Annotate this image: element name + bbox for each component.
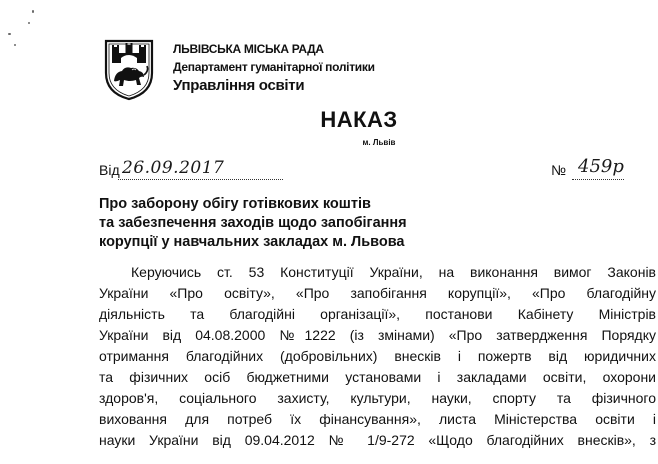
scan-speck — [14, 44, 16, 46]
document-body — [99, 262, 658, 451]
date-dotted-line — [118, 179, 283, 180]
number-prefix: № — [551, 162, 567, 178]
body-line: виховання для потреб їх фінансування», листа Міністерства освіти і — [99, 411, 656, 427]
number-dotted-line — [572, 179, 624, 180]
body-line: України від 04.08.2000 №1222 (із змінами) «Про затвердження Порядку — [99, 327, 656, 343]
scan-speck — [28, 22, 30, 24]
scan-speck — [32, 10, 34, 13]
document-city: м. Львів — [362, 138, 396, 147]
scan-speck — [8, 33, 11, 35]
handwritten-date: 26.09.2017 — [122, 158, 225, 178]
lviv-coat-of-arms-icon — [103, 37, 155, 101]
city-council-name: ЛЬВІВСЬКА МІСЬКА РАДА — [173, 42, 324, 56]
subject-line: корупції у навчальних закладах м. Львова — [99, 234, 405, 250]
body-line: України «Про освіту», «Про запобігання корупції», «Про благодійну — [99, 285, 656, 301]
body-line: діяльність та благодійні організації», постанови Кабінету Міністрів — [99, 306, 656, 322]
body-line: та фізичних осіб бюджетними установами і закладами освіти, охорони — [99, 369, 656, 385]
date-prefix: Від — [99, 162, 120, 178]
body-line: Керуючись ст. 53 Конституції України, на виконання вимог Законів — [131, 264, 656, 280]
body-line: отримання благодійних (добровільних) внесків і пожертв від юридичних — [99, 348, 656, 364]
subject-line: Про заборону обігу готівкових коштів — [99, 196, 371, 212]
body-line: науки України від 09.04.2012 № 1/9-272 «Щодо благодійних внесків», з — [99, 432, 656, 448]
body-line: здоров'я, соціального захисту, культури, науки, спорту та фізичного — [99, 390, 656, 406]
department-name: Департамент гуманітарної політики — [173, 60, 375, 74]
handwritten-number: 459р — [578, 156, 624, 177]
subject-line: та забезпечення заходів щодо запобігання — [99, 215, 407, 231]
document-title: НАКАЗ — [320, 107, 398, 132]
office-name: Управління освіти — [173, 77, 305, 94]
document-subject — [99, 195, 407, 252]
